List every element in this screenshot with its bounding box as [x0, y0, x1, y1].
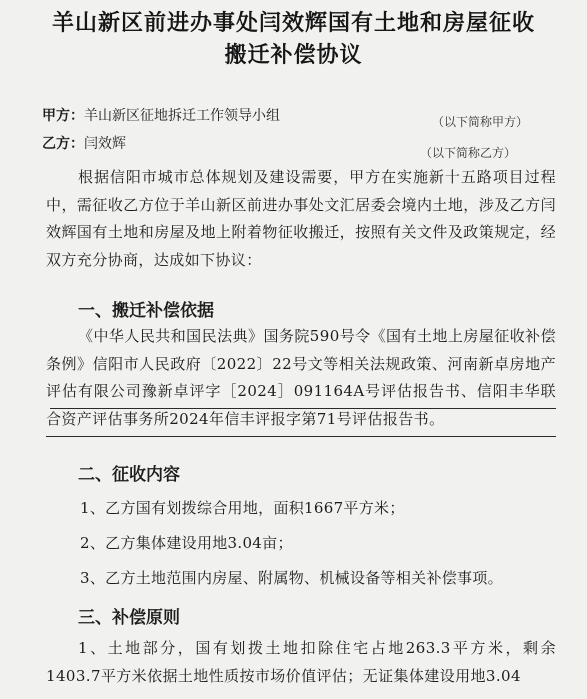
party-b-label: 乙方：	[42, 136, 84, 152]
party-a-name: 羊山新区征地拆迁工作领导小组	[84, 108, 280, 124]
section3-body: 1、土地部分，国有划拨土地扣除住宅占地263.3平方米，剩余1403.7平方米依据土地性质按市场价值评估；无证集体建设用地3.04	[46, 639, 556, 685]
document-title-line1: 羊山新区前进办事处闫效辉国有土地和房屋征收	[51, 11, 535, 36]
section2-heading: 二、征收内容	[78, 465, 180, 485]
underline-1	[50, 408, 556, 409]
section2-item-2: 2、乙方集体建设用地3.04亩；	[80, 534, 293, 552]
underline-2	[46, 436, 556, 437]
section3-heading: 三、补偿原则	[78, 608, 180, 628]
party-b	[42, 133, 126, 153]
party-b-note: （以下简称乙方）	[420, 146, 517, 160]
intro-paragraph: 根据信阳市城市总体规划及建设需要，甲方在实施新十五路项目过程中，需征收乙方位于羊山新区前进办事处文汇居委会境内土地，涉及乙方闫效辉国有土地和房屋及地上附着物征收搬迁，按照有关文件及政策规定，经双方充分协商，达成如下协议：	[46, 168, 556, 269]
section1-heading: 一、搬迁补偿依据	[78, 301, 214, 321]
party-a-label: 甲方：	[42, 108, 84, 124]
section1-body: 《中华人民共和国民法典》国务院590号令《国有土地上房屋征收补偿条例》信阳市人民政府〔2022〕22号文等相关法规政策、河南新卓房地产评估有限公司豫新卓评字［2024］091164A号评估报告书、信阳丰华联合资产评估事务所2024年信丰评报字第71号评估报告书。	[46, 327, 556, 428]
section2-item-3: 3、乙方土地范围内房屋、附属物、机械设备等相关补偿事项。	[80, 569, 503, 587]
party-a-note: （以下简称甲方）	[432, 115, 529, 129]
party-a	[42, 105, 280, 125]
party-b-name: 闫效辉	[84, 136, 126, 152]
section2-item-1: 1、乙方国有划拨综合用地，面积1667平方米；	[80, 499, 405, 517]
document-title-line2: 搬迁补偿协议	[224, 43, 363, 68]
